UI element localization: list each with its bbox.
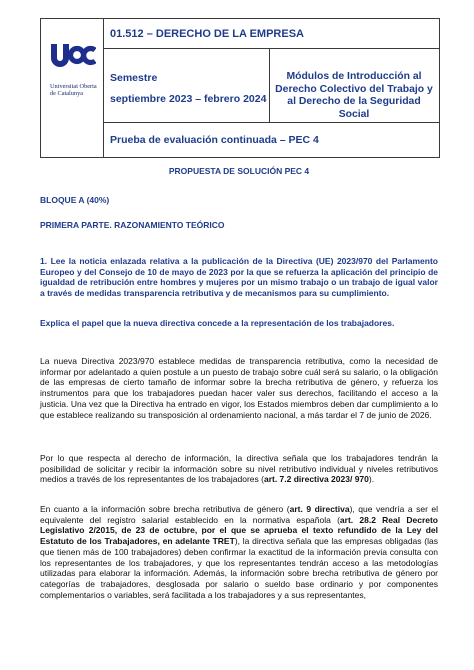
logo-text: Universitat Oberta de Catalunya xyxy=(50,83,97,97)
p3-citation-1: art. 9 directiva xyxy=(289,504,350,514)
p3-text-e: ), la directiva señala que las empresas obligadas (las que tienen más de 100 trabajadores) deben confirmar la exactitud de la información previa consulta con los representantes de los trabajadores, y que los representantes tendrán acceso a las metodologías utilizadas para elaborar la información. Además, la información sobre brecha retributiva de género por categorías de trabajadores, desglosada por salario o sueldo base ordinario y por componentes complementarios o variables, será facilitada a los trabajadores y a sus representantes, xyxy=(40,536,439,600)
header-row-course xyxy=(104,19,439,49)
primera-parte-heading: PRIMERA PARTE. RAZONAMIENTO TEÓRICO xyxy=(40,220,225,230)
course-title: 01.512 – DERECHO DE LA EMPRESA xyxy=(110,28,304,40)
modules-title: Módulos de Introducción al Derecho Colectivo del Trabajo y al Derecho de la Seguridad Social xyxy=(275,71,433,120)
p3-text-c: ), que vendría a ser el equivalente del registro salarial establecido en la normativa española ( xyxy=(40,504,439,525)
semester-label: Semestre xyxy=(110,72,158,84)
uoc-logo xyxy=(50,41,96,81)
pec-title: Prueba de evaluación continuada – PEC 4 xyxy=(110,134,319,146)
bloque-heading: BLOQUE A (40%) xyxy=(40,195,110,205)
answer-paragraph-1: La nueva Directiva 2023/970 establece medidas de transparencia retributiva, como la necesidad de informar por adelantado a quien postule a un puesto de trabajo sobre cuál será su salario, o la obligación de las empresas de cierto tamaño de informar sobre la brecha retributiva de género, y refuerza los instrumentos para que los trabajadores puedan hacer valer sus derechos, facilitando el acceso a la justicia. Una vez que la Directiva ha entrado en vigor, los Estados miembros deben dar cumplimiento a lo que establece realizando su transposición al ordenamiento nacional, a más tardar el 7 de junio de 2026. xyxy=(40,356,438,420)
answer-paragraph-3 xyxy=(40,504,438,600)
header-row-semester xyxy=(104,49,439,123)
semester-period: septiembre 2023 – febrero 2024 xyxy=(110,93,267,105)
p3-citation-2: art. 28.2 Real Decreto Legislativo 2/2015, de 23 de octubre, por el que se aprueba el texto refundido de la Ley del Estatuto de los Trabajadores, en adelante TRET xyxy=(40,514,438,547)
p3-text-a: En cuanto a la información sobre brecha retributiva de género ( xyxy=(40,504,290,514)
cell-divider xyxy=(269,49,270,122)
question-1: 1. Lee la noticia enlazada relativa a la publicación de la Directiva (UE) 2023/970 del Parlamento Europeo y del Consejo de 10 de mayo de 2023 por la que se refuerza la aplicación del principio de igualdad de retribución entre hombres y mujeres por un mismo trabajo o un trabajo de igual valor a través de medidas transparencia retributiva y de mecanismos para su cumplimiento. xyxy=(40,256,438,299)
solution-title: PROPUESTA DE SOLUCIÓN PEC 4 xyxy=(168,166,310,176)
logo-cell xyxy=(41,19,104,157)
answer-paragraph-2 xyxy=(40,453,438,485)
p2-text-a: Por lo que respecta al derecho de información, la directiva señala que los trabajadores tendrán la posibilidad de solicitar y recibir la información sobre su nivel retributivo individual y niveles retributivos medios a través de los representantes de los trabajadores ( xyxy=(40,453,438,485)
p2-citation: art. 7.2 directiva 2023/ 970 xyxy=(263,474,369,485)
question-1-prompt: Explica el papel que la nueva directiva concede a la representación de los trabajadores. xyxy=(40,318,395,328)
header-table xyxy=(40,18,440,158)
p2-text-c: ). xyxy=(368,474,375,485)
header-row-pec xyxy=(104,123,439,157)
